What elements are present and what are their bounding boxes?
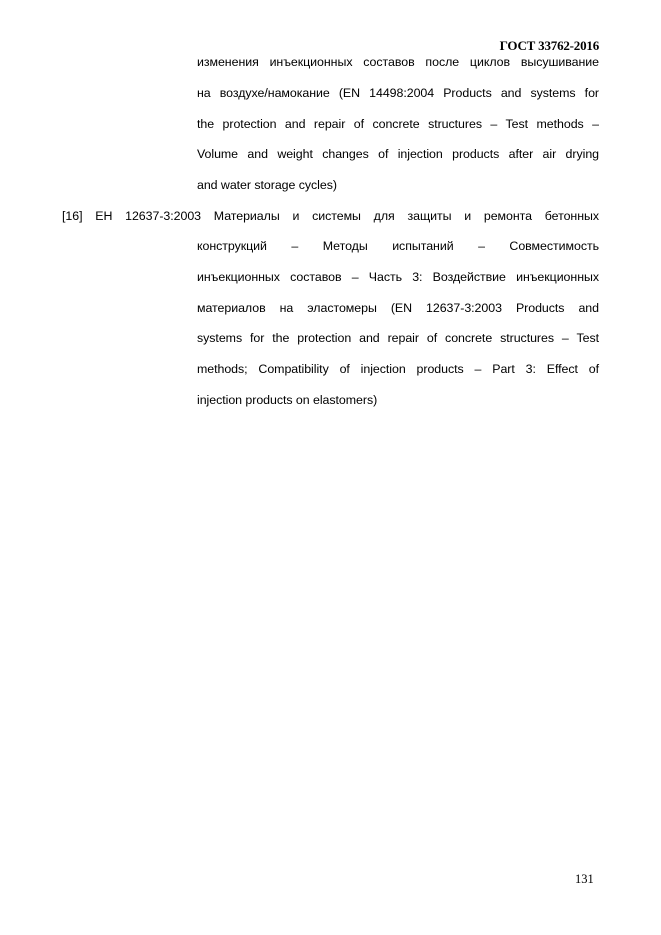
reference-16-line: methods; Compatibility of injection products – Part 3: Effect of <box>197 362 599 376</box>
continuation-line: Volume and weight changes of injection products after air drying <box>197 147 599 161</box>
reference-16-line-last: injection products on elastomers) <box>197 393 378 407</box>
continuation-line: изменения инъекционных составов после циклов высушивание <box>197 55 599 69</box>
reference-16-line: конструкций – Методы испытаний – Совместимость <box>197 239 599 253</box>
continuation-line: the protection and repair of concrete structures – Test methods – <box>197 117 599 131</box>
reference-16-line: инъекционных составов – Часть 3: Воздействие инъекционных <box>197 270 599 284</box>
reference-16-line: systems for the protection and repair of concrete structures – Test <box>197 331 599 345</box>
reference-16-line: материалов на эластомеры (EN 12637-3:2003 Products and <box>197 301 599 315</box>
page-number: 131 <box>575 872 594 886</box>
reference-16-first-line: [16] ЕН 12637-3:2003 Материалы и системы для защиты и ремонта бетонных <box>62 209 599 223</box>
document-code-header: ГОСТ 33762-2016 <box>499 38 599 53</box>
continuation-line-last: and water storage cycles) <box>197 178 337 192</box>
continuation-line: на воздухе/намокание (EN 14498:2004 Products and systems for <box>197 86 599 100</box>
